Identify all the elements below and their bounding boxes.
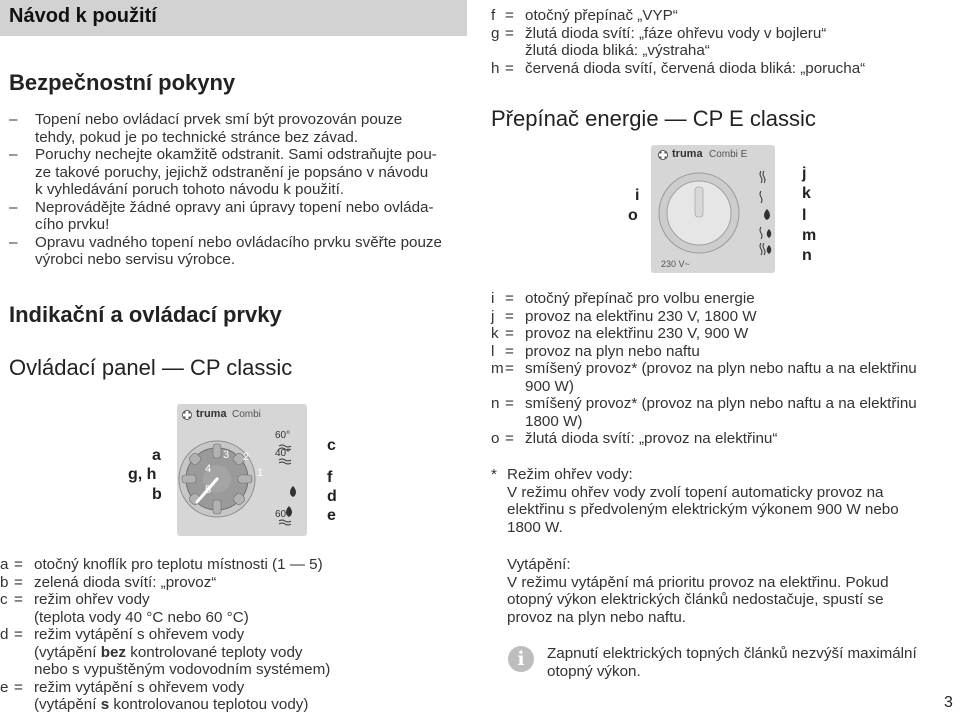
legend-item: o = žlutá dioda svítí: „provoz na elektřinu“ bbox=[491, 430, 956, 448]
legend-item: c = režim ohřev vody (teplota vody 40 °C nebo 60 °C) bbox=[0, 591, 470, 626]
legend-key: m bbox=[491, 360, 504, 377]
legend-item: j = provoz na elektřinu 230 V, 1800 W bbox=[491, 308, 956, 326]
panel-voltage: 230 V~ bbox=[661, 259, 690, 269]
legend-text: zelená dioda svítí: „provoz“ bbox=[34, 573, 217, 591]
legend-text: (vytápění bbox=[34, 696, 101, 713]
safety-item-line: k vyhledávání poruch tohoto návodu k použití. bbox=[35, 181, 345, 198]
controls-subtitle: Ovládací panel — CP classic bbox=[9, 355, 293, 380]
legend-item: i = otočný přepínač pro volbu energie bbox=[491, 290, 956, 308]
panel-model: Combi E bbox=[709, 149, 748, 160]
footnote-mark: * bbox=[491, 466, 497, 483]
note-line: 1800 W. bbox=[507, 518, 563, 536]
callout-k: k bbox=[802, 185, 811, 202]
panel-model: Combi bbox=[232, 409, 261, 420]
info-line: Zapnutí elektrických topných článků nezvýší maximální bbox=[547, 645, 917, 662]
dial-number: 1 bbox=[257, 467, 264, 479]
safety-list bbox=[9, 111, 469, 269]
legend-key: j bbox=[491, 307, 495, 325]
flame-icon bbox=[767, 229, 772, 238]
temp-40: 40° bbox=[275, 448, 291, 459]
legend-text-bold: bez bbox=[100, 643, 127, 661]
callout-e: e bbox=[327, 507, 336, 524]
controls-title: Indikační a ovládací prvky bbox=[9, 302, 282, 327]
temp-60-bottom: 60° bbox=[275, 509, 291, 520]
safety-item bbox=[9, 199, 469, 234]
legend-key: a bbox=[0, 556, 9, 573]
safety-item bbox=[9, 234, 469, 269]
legend-key: b bbox=[0, 573, 9, 591]
legend-text: režim vytápění s ohřevem vody bbox=[34, 678, 245, 696]
legend-key: k bbox=[491, 325, 499, 342]
safety-item bbox=[9, 146, 469, 199]
dial-number: 5 bbox=[205, 484, 212, 496]
legend-key: l bbox=[491, 342, 495, 360]
callout-j: j bbox=[802, 165, 807, 182]
legend-text: režim vytápění s ohřevem vody bbox=[34, 626, 245, 643]
legend-key: i bbox=[491, 290, 495, 307]
dial-number: 3 bbox=[223, 449, 230, 461]
legend-item: b = zelená dioda svítí: „provoz“ bbox=[0, 574, 470, 592]
info-icon: i bbox=[508, 646, 534, 672]
callout-c: c bbox=[327, 437, 336, 454]
cp-classic-panel bbox=[177, 404, 307, 536]
flame-icon bbox=[764, 209, 770, 220]
legend-key: e bbox=[0, 678, 9, 696]
callout-o: o bbox=[628, 207, 638, 224]
legend-text: otočný knoflík pro teplotu místnosti (1 — 5) bbox=[34, 556, 323, 573]
callout-b: b bbox=[152, 486, 162, 503]
legend-text: žlutá dioda bliká: „výstraha“ bbox=[525, 42, 710, 59]
safety-item-line: – Opravu vadného topení nebo ovládacího prvku svěřte pouze bbox=[35, 233, 442, 251]
callout-f: f bbox=[327, 469, 333, 486]
legend-key: d bbox=[0, 626, 9, 643]
legend-text: (vytápění bbox=[34, 643, 101, 661]
flame-icon bbox=[767, 245, 772, 254]
legend-item: g = žlutá dioda svítí: „fáze ohřevu vody v bojleru“ žlutá dioda bliká: „výstraha“ bbox=[491, 25, 956, 60]
legend-key: o bbox=[491, 430, 500, 447]
legend-item: k = provoz na elektřinu 230 V, 900 W bbox=[491, 325, 956, 343]
heating-note bbox=[507, 556, 957, 626]
temp-60-top: 60° bbox=[275, 430, 291, 441]
callout-i: i bbox=[635, 187, 640, 204]
legend-text: žlutá dioda svítí: „fáze ohřevu vody v bojleru“ bbox=[525, 24, 827, 42]
safety-item-line: ze takové poruchy, jejichž odstranění je popsáno v návodu bbox=[35, 163, 429, 181]
cp-e-panel-graphic bbox=[651, 145, 775, 273]
page-title: Návod k použití bbox=[9, 5, 157, 27]
controls-legend bbox=[0, 556, 470, 714]
callout-gh: g, h bbox=[128, 466, 157, 483]
safety-item bbox=[9, 111, 469, 146]
note-line: V režimu ohřev vody zvolí topení automaticky provoz na bbox=[507, 483, 884, 501]
legend-item: e = režim vytápění s ohřevem vody (vytápění s kontrolovanou teplotou vody) bbox=[0, 679, 470, 714]
legend-text: (teplota vody 40 °C nebo 60 °C) bbox=[34, 608, 249, 626]
panel-brand: truma bbox=[672, 148, 703, 160]
legend-text: žlutá dioda svítí: „provoz na elektřinu“ bbox=[525, 430, 778, 447]
safety-item-line: výrobci nebo servisu výrobce. bbox=[35, 251, 236, 268]
note-line: elektřinu s předvoleným elektrickým výkonem 900 W nebo bbox=[507, 501, 899, 518]
legend-text: červená dioda svítí, červená dioda bliká: „porucha“ bbox=[525, 59, 866, 77]
safety-title: Bezpečnostní pokyny bbox=[9, 70, 236, 95]
truma-logo-icon bbox=[658, 150, 668, 160]
legend-text: nebo s vypuštěným vodovodním systémem) bbox=[34, 661, 331, 678]
legend-text: režim ohřev vody bbox=[34, 591, 150, 608]
callout-d: d bbox=[327, 488, 337, 505]
legend-text: kontrolované teploty vody bbox=[126, 643, 303, 661]
callout-m: m bbox=[802, 227, 817, 244]
legend-item: f = otočný přepínač „VYP“ bbox=[491, 7, 956, 25]
legend-item: a = otočný knoflík pro teplotu místnosti (1 — 5) bbox=[0, 556, 470, 574]
legend-text: 900 W) bbox=[525, 377, 574, 395]
legend-key: c bbox=[0, 591, 8, 608]
info-line: otopný výkon. bbox=[547, 662, 641, 680]
energy-title: Přepínač energie — CP E classic bbox=[491, 106, 816, 131]
info-note bbox=[547, 645, 957, 680]
panel-brand: truma bbox=[196, 408, 227, 420]
safety-item-line: – Neprovádějte žádné opravy ani úpravy topení nebo ovláda- bbox=[35, 198, 434, 216]
truma-logo-icon bbox=[182, 410, 192, 420]
callout-l: l bbox=[802, 207, 807, 224]
note-title: Režim ohřev vody: bbox=[507, 466, 633, 483]
legend-item: n = smíšený provoz* (provoz na plyn nebo naftu a na elektřinu 1800 W) bbox=[491, 395, 956, 430]
callout-n: n bbox=[802, 247, 812, 264]
legend-text-bold: s bbox=[100, 696, 110, 713]
cp-e-classic-panel bbox=[651, 145, 775, 273]
legend-text: otočný přepínač „VYP“ bbox=[525, 7, 678, 24]
page-header-bar bbox=[0, 0, 467, 36]
safety-item-line: tehdy, pokud je po technické stránce bez závad. bbox=[35, 128, 359, 146]
callout-a: a bbox=[152, 447, 161, 464]
dial-number: 2 bbox=[243, 451, 250, 463]
safety-item-line: – Topení nebo ovládací prvek smí být provozován pouze bbox=[35, 111, 403, 128]
note-line: otopný výkon elektrických článků nedostačuje, spustí se bbox=[507, 591, 884, 608]
legend-text: 1800 W) bbox=[525, 412, 583, 430]
legend-item: l = provoz na plyn nebo naftu bbox=[491, 343, 956, 361]
note-line: V režimu vytápění má prioritu provoz na elektřinu. Pokud bbox=[507, 573, 889, 591]
legend-item: h = červená dioda svítí, červená dioda bliká: „porucha“ bbox=[491, 60, 956, 78]
legend-text: provoz na elektřinu 230 V, 900 W bbox=[525, 325, 749, 342]
safety-item-line: cího prvku! bbox=[35, 216, 110, 233]
legend-text: provoz na plyn nebo naftu bbox=[525, 342, 700, 360]
note-line: provoz na plyn nebo naftu. bbox=[507, 608, 687, 626]
energy-legend bbox=[491, 290, 956, 448]
legend-item: d = režim vytápění s ohřevem vody (vytápění bez kontrolované teploty vody nebo s vypuštěným vodovodním systémem) bbox=[0, 626, 470, 679]
legend-text: provoz na elektřinu 230 V, 1800 W bbox=[525, 307, 757, 325]
indicator-legend bbox=[491, 7, 956, 77]
safety-item-line: – Poruchy nechejte okamžitě odstranit. Sami odstraňujte pou- bbox=[35, 146, 437, 163]
page-number: 3 bbox=[944, 694, 953, 711]
note-title: Vytápění: bbox=[507, 556, 571, 573]
flame-icon bbox=[290, 486, 296, 497]
legend-text: kontrolovanou teplotou vody) bbox=[109, 696, 309, 713]
legend-text: smíšený provoz* (provoz na plyn nebo naftu a na elektřinu bbox=[525, 360, 917, 377]
legend-text: otočný přepínač pro volbu energie bbox=[525, 290, 755, 307]
dial-number: 4 bbox=[205, 463, 212, 475]
water-mode-note bbox=[491, 466, 956, 536]
legend-item: m = smíšený provoz* (provoz na plyn nebo naftu a na elektřinu 900 W) bbox=[491, 360, 956, 395]
legend-key: n bbox=[491, 395, 500, 412]
legend-text: smíšený provoz* (provoz na plyn nebo naftu a na elektřinu bbox=[525, 395, 917, 412]
